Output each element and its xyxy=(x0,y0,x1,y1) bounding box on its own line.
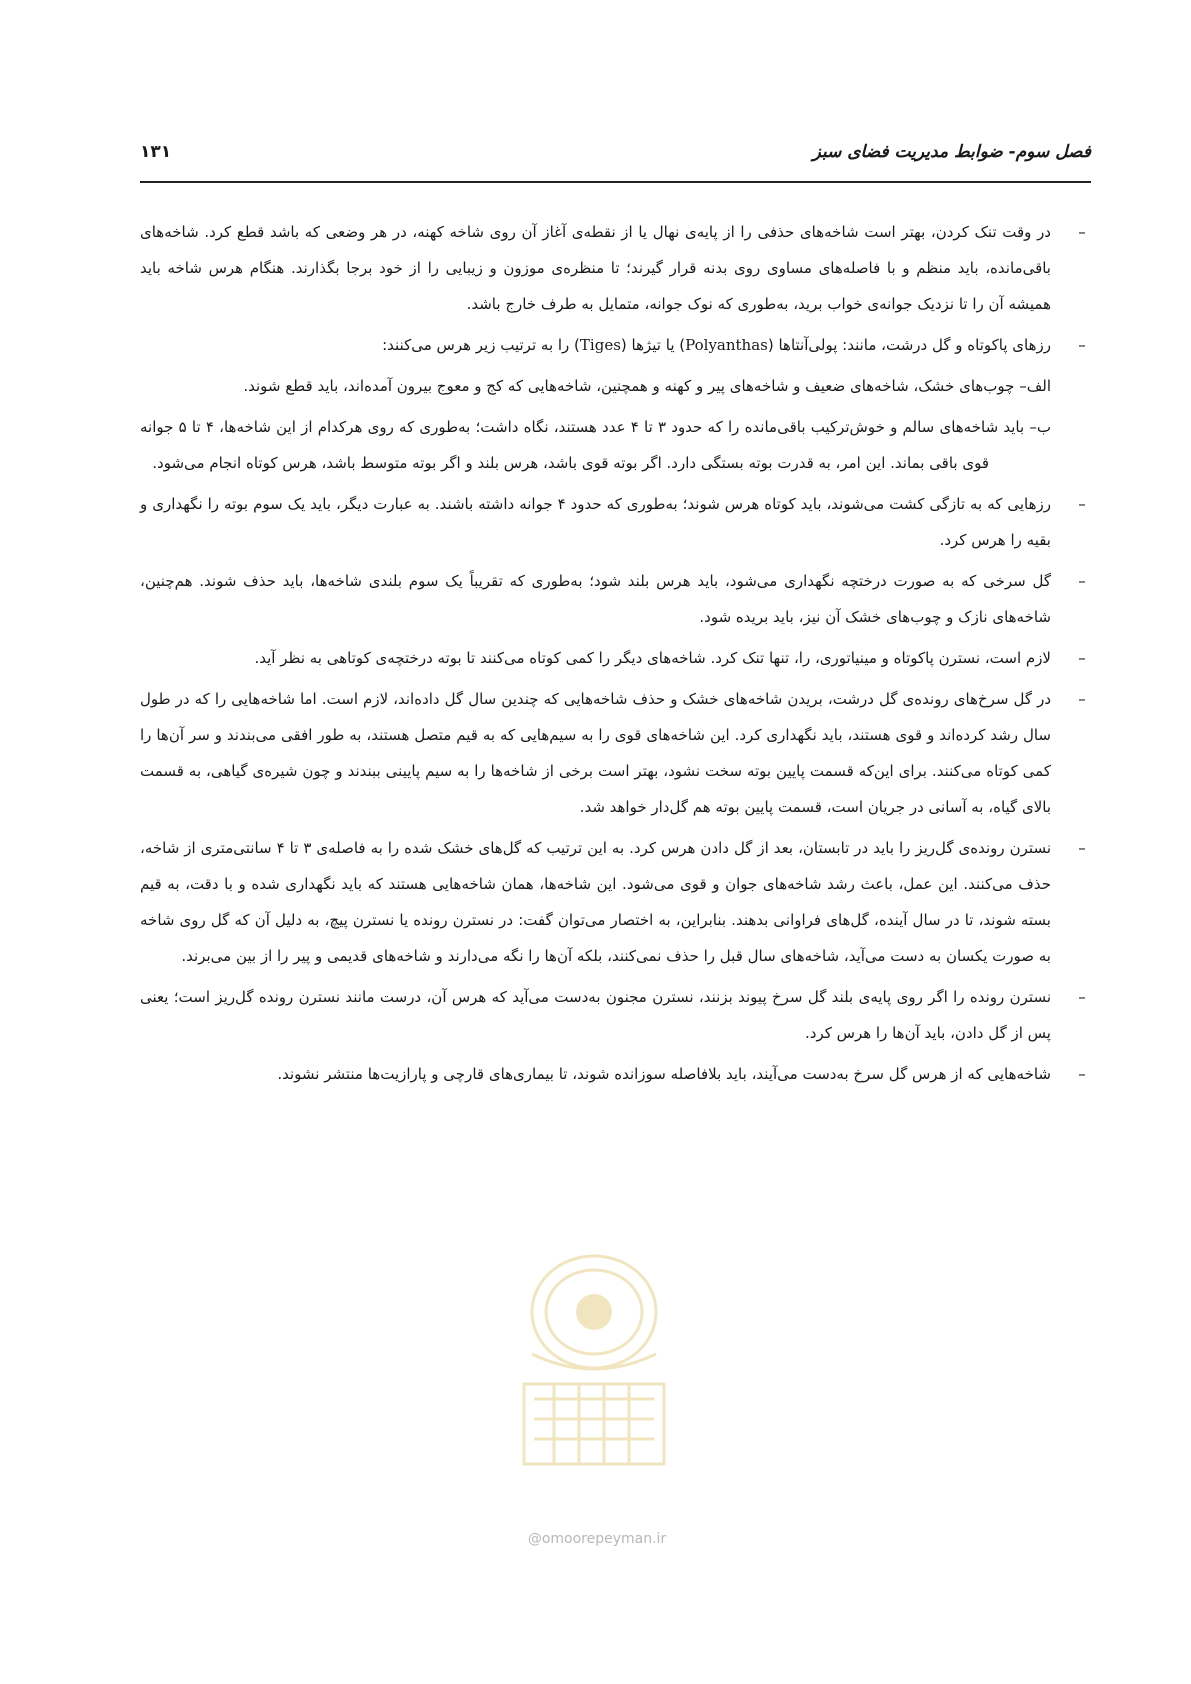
sub-item xyxy=(140,409,1051,481)
bullet-dash: – xyxy=(1078,223,1086,241)
list-item xyxy=(140,486,1091,558)
paragraph-text: نسترن رونده را اگر روی پایه‌ی بلند گل سرخ پیوند بزنند، نسترن مجنون به‌دست می‌آید که هرس آن، درست مانند نسترن رونده گل‌ریز است؛ یعنی پس از گل دادن، باید آن‌ها را هرس کرد. xyxy=(140,988,1051,1042)
list-item xyxy=(140,830,1091,974)
body-text xyxy=(140,214,1091,1097)
list-item xyxy=(140,640,1091,676)
latin-term: Polyanthas xyxy=(685,336,768,354)
list-item xyxy=(140,214,1091,322)
sub-item xyxy=(140,368,1051,404)
sub-item-label: الف– xyxy=(1019,377,1051,395)
list-item xyxy=(140,563,1091,635)
paragraph-text: در وقت تنک کردن، بهتر است شاخه‌های حذفی را از پایه‌ی نهال یا از نقطه‌ی آغاز آن روی شاخه کهنه، در هر وضعی که باشد قطع کرد. شاخه‌های باقی‌مانده، باید منظم و با فاصله‌های مساوی روی بدنه قرار گیرند؛ تا منظره‌ی موزون و زیبایی را از خود برجا بگذارند. هنگام هرس شاخه باید همیشه آن را تا نزدیک جوانه‌ی خواب برید، به‌طوری که نوک جوانه، متمایل به طرف خارج باشد. xyxy=(140,223,1051,313)
paragraph-text: گل سرخی که به صورت درختچه نگهداری می‌شود، باید هرس بلند شود؛ به‌طوری که تقریباً یک سوم بلندی شاخه‌ها، باید حذف شوند. هم‌چنین، شاخه‌های نازک و چوب‌های خشک آن نیز، باید بریده شود. xyxy=(140,572,1051,626)
bullet-dash: – xyxy=(1078,690,1086,708)
page-number: ۱۳۱ xyxy=(140,142,172,162)
paragraph-text: ) را به ترتیب زیر هرس می‌کنند: xyxy=(382,336,580,354)
watermark-logo xyxy=(494,1234,694,1474)
list-item xyxy=(140,681,1091,825)
paragraph-text: باید شاخه‌های سالم و خوش‌ترکیب باقی‌مانده را که حدود ۳ تا ۴ عدد هستند، نگاه داشت؛ به‌طوری که روی هرکدام از این شاخه‌ها، ۴ تا ۵ جوانه قوی باقی بماند. این امر، به قدرت بوته بستگی دارد. اگر بوته قوی باشد، هرس بلند و اگر بوته متوسط باشد، هرس کوتاه انجام می‌شود. xyxy=(140,418,1025,472)
bullet-dash: – xyxy=(1078,649,1086,667)
bullet-dash: – xyxy=(1078,988,1086,1006)
chapter-title: فصل سوم- ضوابط مدیریت فضای سبز xyxy=(812,142,1091,162)
latin-term: Tiges xyxy=(579,336,621,354)
bullet-dash: – xyxy=(1078,336,1086,354)
paragraph-text: رزهای پاکوتاه و گل درشت، مانند: پولی‌آنتاها ( xyxy=(767,336,1051,354)
bullet-dash: – xyxy=(1078,572,1086,590)
bullet-dash: – xyxy=(1078,1065,1086,1083)
paragraph-text: در گل سرخ‌های رونده‌ی گل درشت، بریدن شاخه‌های خشک و حذف شاخه‌هایی که چندین سال گل داده‌اند، لازم است. اما شاخه‌هایی را که در طول سال رشد کرده‌اند و قوی هستند، باید نگهداری کرد. این شاخه‌های قوی را به سیم‌هایی که به قیم متصل هستند، به طور افقی می‌بندند و سر آن‌ها را کمی کوتاه می‌کنند. برای این‌که قسمت پایین بوته سخت نشود، بهتر است برخی از شاخه‌ها را به سیم پایینی ببندند و چون شیره‌ی گیاهی، به قسمت بالای گیاه، به آسانی در جریان است، قسمت پایین بوته هم گل‌دار خواهد شد. xyxy=(140,690,1051,816)
paragraph-text: لازم است، نسترن پاکوتاه و مینیاتوری، را، تنها تنک کرد. شاخه‌های دیگر را کمی کوتاه می‌کنند تا بوته درختچه‌ی کوتاهی به نظر آید. xyxy=(254,649,1051,667)
paragraph-text: شاخه‌هایی که از هرس گل سرخ به‌دست می‌آیند، باید بلافاصله سوزانده شوند، تا بیماری‌های قارچی و پارازیت‌ها منتشر نشوند. xyxy=(277,1065,1051,1083)
paragraph-text: چوب‌های خشک، شاخه‌های ضعیف و شاخه‌های پیر و کهنه و همچنین، شاخه‌هایی که کج و معوج بیرون آمده‌اند، باید قطع شوند. xyxy=(243,377,1015,395)
sub-item-label: ب– xyxy=(1029,418,1051,436)
bullet-dash: – xyxy=(1078,495,1086,513)
bullet-dash: – xyxy=(1078,839,1086,857)
watermark-url: @omoorepeyman.ir xyxy=(527,1531,667,1547)
header-divider xyxy=(140,181,1091,183)
running-header xyxy=(140,142,1091,174)
paragraph-text: ) یا تیژها ( xyxy=(620,336,686,354)
list-item xyxy=(140,327,1091,363)
paragraph-text: نسترن رونده‌ی گل‌ریز را باید در تابستان، بعد از گل دادن هرس کرد. به این ترتیب که گل‌های خشک شده را به فاصله‌ی ۳ تا ۴ سانتی‌متری از شاخه، حذف می‌کنند. این عمل، باعث رشد شاخه‌های جوان و قوی می‌شود. این شاخه‌ها، همان شاخه‌هایی هستند که باید نگهداری شده و با دقت، به قیم بسته شوند، تا در سال آینده، گل‌های فراوانی بدهند. بنابراین، به اختصار می‌توان گفت: در نسترن رونده یا نسترن پیچ، به دلیل آن که گل روی شاخه به صورت یکسان به دست می‌آید، شاخه‌های سال قبل را حذف نمی‌کنند، بلکه آن‌ها را نگه می‌دارند و شاخه‌های قدیمی و پیر را از بین می‌برند. xyxy=(140,839,1052,965)
paragraph-text: رزهایی که به تازگی کشت می‌شوند، باید کوتاه هرس شوند؛ به‌طوری که حدود ۴ جوانه داشته باشند. به عبارت دیگر، باید یک سوم بوته را نگهداری و بقیه را هرس کرد. xyxy=(140,495,1051,549)
list-item xyxy=(140,1056,1091,1092)
list-item xyxy=(140,979,1091,1051)
